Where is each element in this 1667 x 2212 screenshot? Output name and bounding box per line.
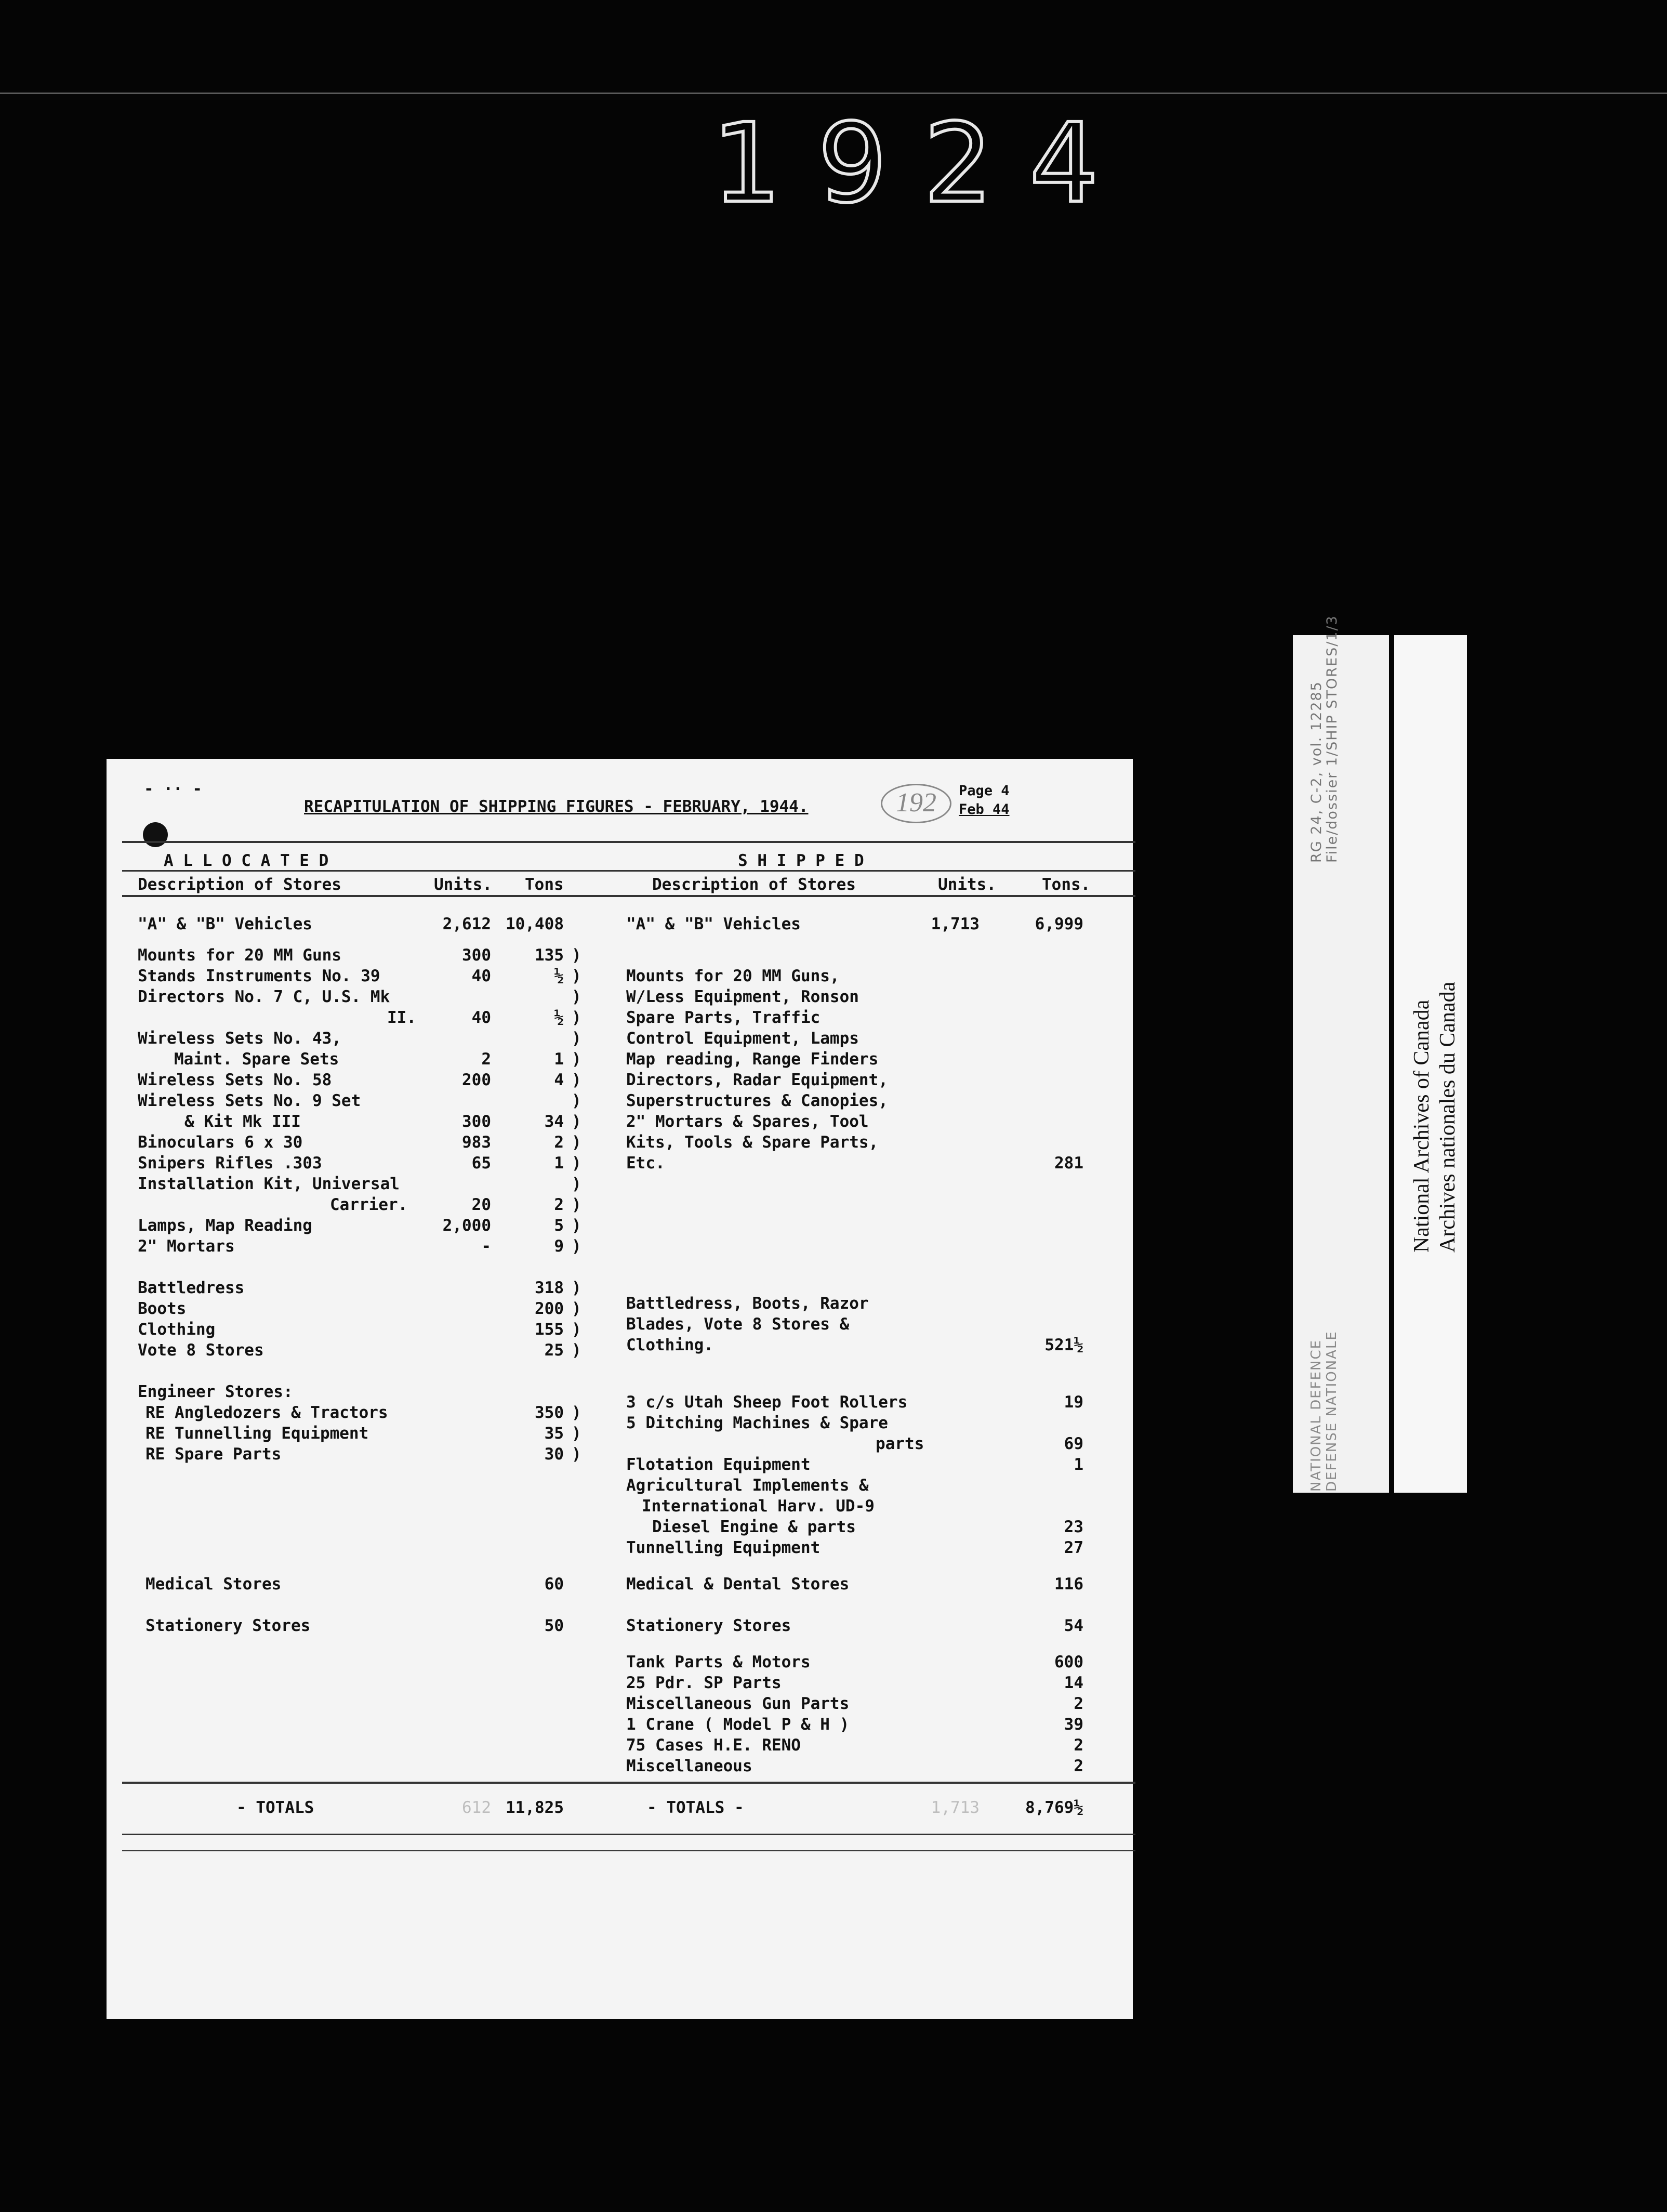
table-cell-tons: 281 — [1054, 1154, 1083, 1173]
table-row: Wireless Sets No. 43, — [138, 1029, 341, 1048]
table-row: Kits, Tools & Spare Parts, — [626, 1133, 879, 1152]
table-row: Wireless Sets No. 9 Set — [138, 1091, 361, 1110]
table-cell-tons: 600 — [1054, 1653, 1083, 1671]
table-cell-units: 2,000 — [442, 1216, 491, 1235]
table-row: "A" & "B" Vehicles — [138, 915, 312, 933]
table-cell-tons: 27 — [1064, 1538, 1083, 1557]
table-cell-tons: 200 — [535, 1299, 564, 1318]
table-cell-tons: 39 — [1064, 1715, 1083, 1734]
table-row: Tank Parts & Motors — [626, 1653, 811, 1671]
totals-tons-allocated: 11,825 — [506, 1798, 564, 1817]
label-national-defence-fr: DEFENSE NATIONALE — [1324, 1331, 1340, 1492]
totals-units-shipped: 1,713 — [931, 1798, 980, 1817]
shipped-heading: S H I P P E D — [738, 851, 864, 870]
document-title: RECAPITULATION OF SHIPPING FIGURES - FEBRUARY, 1944. — [304, 797, 809, 816]
table-row: parts — [876, 1434, 924, 1453]
table-row: Wireless Sets No. 58 — [138, 1071, 332, 1089]
table-cell-units: 20 — [471, 1195, 491, 1214]
page-ref: Page 4 — [959, 783, 1010, 799]
table-cell-tons: 1 — [554, 1154, 564, 1173]
table-cell-units: 200 — [462, 1071, 491, 1089]
table-cell-tons: 155 — [535, 1320, 564, 1339]
col-units-allocated: Units. — [434, 875, 492, 894]
table-row: Mounts for 20 MM Guns, — [626, 967, 840, 985]
totals-label-shipped: - TOTALS - — [647, 1798, 744, 1817]
table-row: 3 c/s Utah Sheep Foot Rollers — [626, 1393, 908, 1412]
table-row: 2" Mortars & Spares, Tool — [626, 1112, 869, 1131]
punch-hole — [143, 822, 168, 847]
table-cell-units: - — [481, 1237, 491, 1256]
table-cell-units: 2,612 — [442, 915, 491, 933]
table-row: Maint. Spare Sets — [174, 1050, 339, 1069]
totals-tons-shipped: 8,769½ — [1025, 1798, 1083, 1817]
table-row: Clothing. — [626, 1336, 713, 1354]
allocated-heading: A L L O C A T E D — [164, 851, 329, 870]
table-cell-units: 300 — [462, 1112, 491, 1131]
rule-heading — [122, 870, 1135, 872]
table-row: Agricultural Implements & — [626, 1476, 869, 1495]
table-row: Flotation Equipment — [626, 1455, 811, 1474]
label-reference-2: File/dossier 1/SHIP STORES/1/3 — [1324, 615, 1340, 863]
table-cell-tons: 30 — [544, 1445, 564, 1464]
archive-label-strip — [1293, 635, 1389, 1493]
table-cell-tons: 116 — [1054, 1575, 1083, 1594]
table-cell-units: 300 — [462, 946, 491, 965]
table-cell-tons: 35 — [544, 1424, 564, 1443]
label-archives-en: National Archives of Canada — [1410, 999, 1434, 1253]
table-row: Medical Stores — [145, 1575, 282, 1594]
reel-number: 1924 — [712, 100, 1135, 227]
rule-top — [122, 841, 1135, 843]
table-row: RE Spare Parts — [145, 1445, 282, 1464]
table-cell-tons: ½ — [554, 1008, 564, 1027]
table-row: Stands Instruments No. 39 — [138, 967, 380, 985]
table-row: Miscellaneous — [626, 1757, 752, 1775]
table-row: 25 Pdr. SP Parts — [626, 1674, 782, 1692]
totals-units-allocated: 612 — [462, 1798, 491, 1817]
table-cell-tons: 350 — [535, 1403, 564, 1422]
table-row: Spare Parts, Traffic — [626, 1008, 821, 1027]
rule-totals-bottom-2 — [122, 1850, 1135, 1851]
table-cell-tons: ½ — [554, 967, 564, 985]
table-row: Medical & Dental Stores — [626, 1575, 850, 1594]
table-row: Snipers Rifles .303 — [138, 1154, 322, 1173]
table-cell-units: 40 — [471, 1008, 491, 1027]
col-desc-allocated: Description of Stores — [138, 875, 341, 894]
label-archives-fr: Archives nationales du Canada — [1436, 981, 1460, 1253]
table-cell-tons: 2 — [1074, 1694, 1083, 1713]
label-reference-1: RG 24, C-2, vol. 12285 — [1308, 681, 1325, 863]
table-cell-tons: 60 — [544, 1575, 564, 1594]
table-cell-tons: 2 — [1074, 1757, 1083, 1775]
table-row: 75 Cases H.E. RENO — [626, 1736, 801, 1755]
table-row: Diesel Engine & parts — [652, 1518, 856, 1536]
table-row: Stationery Stores — [626, 1616, 791, 1635]
rule-totals-bottom — [122, 1834, 1135, 1835]
table-row: W/Less Equipment, Ronson — [626, 988, 859, 1006]
table-row: Lamps, Map Reading — [138, 1216, 312, 1235]
table-cell-units: 2 — [481, 1050, 491, 1069]
rule-columns — [122, 895, 1135, 897]
table-cell-units: 983 — [462, 1133, 491, 1152]
table-cell-tons: 69 — [1064, 1434, 1083, 1453]
table-cell-units: 65 — [471, 1154, 491, 1173]
table-cell-tons: 2 — [1074, 1736, 1083, 1755]
table-row: Boots — [138, 1299, 187, 1318]
table-row: 1 Crane ( Model P & H ) — [626, 1715, 850, 1734]
table-cell-units: 40 — [471, 967, 491, 985]
col-units-shipped: Units. — [938, 875, 996, 894]
table-cell-tons: 19 — [1064, 1393, 1083, 1412]
col-tons-allocated: Tons — [525, 875, 564, 894]
table-cell-tons: 25 — [544, 1341, 564, 1360]
table-row: Directors No. 7 C, U.S. Mk — [138, 988, 390, 1006]
col-tons-shipped: Tons. — [1042, 875, 1091, 894]
table-row: 5 Ditching Machines & Spare — [626, 1414, 888, 1432]
table-row: Battledress — [138, 1279, 245, 1297]
table-row: Clothing — [138, 1320, 216, 1339]
table-row: Etc. — [626, 1154, 665, 1173]
table-row: Engineer Stores: — [138, 1382, 293, 1401]
bracket-column: ) ) ) — [572, 1403, 581, 1464]
table-row: Directors, Radar Equipment, — [626, 1071, 888, 1089]
table-cell-tons: 4 — [554, 1071, 564, 1089]
table-row: & Kit Mk III — [184, 1112, 301, 1131]
table-cell-tons: 54 — [1064, 1616, 1083, 1635]
table-row: Binoculars 6 x 30 — [138, 1133, 303, 1152]
folio-stamp: 192 — [881, 784, 951, 823]
table-row: "A" & "B" Vehicles — [626, 915, 801, 933]
table-cell-tons: 50 — [544, 1616, 564, 1635]
table-row: Superstructures & Canopies, — [626, 1091, 888, 1110]
table-cell-tons: 23 — [1064, 1518, 1083, 1536]
table-row: Vote 8 Stores — [138, 1341, 264, 1360]
table-cell-tons: 2 — [554, 1195, 564, 1214]
corner-marks: - ·· - — [144, 780, 202, 798]
table-cell-units: 1,713 — [931, 915, 980, 933]
table-cell-tons: 5 — [554, 1216, 564, 1235]
table-cell-tons: 135 — [535, 946, 564, 965]
table-row: 2" Mortars — [138, 1237, 235, 1256]
table-row: International Harv. UD-9 — [642, 1497, 875, 1516]
date-ref: Feb 44 — [959, 801, 1010, 818]
film-top-line — [0, 93, 1667, 94]
table-cell-tons: 1 — [1074, 1455, 1083, 1474]
table-row: Miscellaneous Gun Parts — [626, 1694, 850, 1713]
table-row: Carrier. — [330, 1195, 408, 1214]
table-row: Installation Kit, Universal — [138, 1175, 400, 1193]
table-cell-tons: 6,999 — [1035, 915, 1083, 933]
label-national-defence-en: NATIONAL DEFENCE — [1308, 1339, 1324, 1492]
bracket-column: ) ) ) ) ) ) ) ) ) ) ) ) ) ) ) — [572, 946, 581, 1256]
document-page — [107, 759, 1133, 2019]
totals-label-allocated: - TOTALS — [236, 1798, 314, 1817]
table-row: Stationery Stores — [145, 1616, 311, 1635]
table-row: Tunnelling Equipment — [626, 1538, 821, 1557]
table-cell-tons: 2 — [554, 1133, 564, 1152]
table-row: Control Equipment, Lamps — [626, 1029, 859, 1048]
table-cell-tons: 521½ — [1044, 1336, 1083, 1354]
table-row: II. — [387, 1008, 416, 1027]
table-cell-tons: 14 — [1064, 1674, 1083, 1692]
rule-totals-top — [122, 1782, 1135, 1784]
bracket-column: ) ) ) ) — [572, 1279, 581, 1360]
table-row: RE Tunnelling Equipment — [145, 1424, 369, 1443]
table-cell-tons: 9 — [554, 1237, 564, 1256]
table-cell-tons: 34 — [544, 1112, 564, 1131]
table-cell-tons: 318 — [535, 1279, 564, 1297]
col-desc-shipped: Description of Stores — [652, 875, 856, 894]
table-row: Map reading, Range Finders — [626, 1050, 879, 1069]
table-cell-tons: 1 — [554, 1050, 564, 1069]
table-cell-tons: 10,408 — [506, 915, 564, 933]
table-row: Mounts for 20 MM Guns — [138, 946, 341, 965]
table-row: Battledress, Boots, Razor — [626, 1294, 869, 1313]
table-row: RE Angledozers & Tractors — [145, 1403, 388, 1422]
table-row: Blades, Vote 8 Stores & — [626, 1315, 850, 1334]
